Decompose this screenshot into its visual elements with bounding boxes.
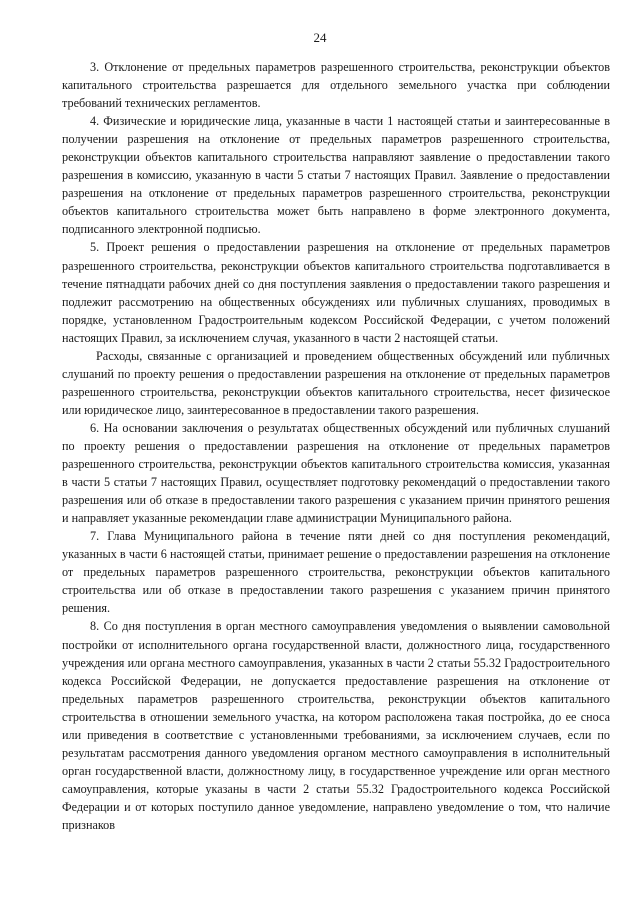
paragraph-item-7: 7. Глава Муниципального района в течение пяти дней со дня поступления рекомендаций, указанных в части 6 настоящей статьи, принимает решение о предоставлении разрешения на отклонение от предельных параметров разрешенного строительства, реконструкции объектов капитального строительства или об отказе в предоставлении такого разрешения с указанием причин принятого решения. — [62, 529, 610, 616]
page-number: 24 — [313, 30, 327, 45]
paragraph-item-4: 4. Физические и юридические лица, указанные в части 1 настоящей статьи и заинтересованные в получении разрешения на отклонение от предельных параметров разрешенного строительства, реконструкции объектов капитального строительства направляют заявление о предоставлении такого разрешения в комиссию, указанную в части 5 статьи 7 настоящих Правил. Заявление о предоставлении разрешения на отклонение от предельных параметров разрешенного строительства, реконструкции объектов капитального строительства может быть направлено в форме электронного документа, подписанного электронной подписью. — [62, 114, 610, 237]
paragraph-item-6: 6. На основании заключения о результатах общественных обсуждений или публичных слушаний по проекту решения о предоставлении разрешения на отклонение от предельных параметров разрешенного строительства, реконструкции объектов капитального строительства комиссия, указанная в части 5 статьи 7 настоящих Правил, осуществляет подготовку рекомендаций о предоставлении такого разрешения или об отказе в предоставлении такого разрешения с указанием причин принятого решения и направляет указанные рекомендации главе администрации Муниципального района. — [62, 420, 610, 526]
paragraph-item-3: 3. Отклонение от предельных параметров разрешенного строительства, реконструкции объектов капитального строительства разрешается для отдельного земельного участка при соблюдении требований технических регламентов. — [62, 60, 610, 111]
paragraph-item-5: 5. Проект решения о предоставлении разрешения на отклонение от предельных параметров разрешенного строительства, реконструкции объектов капитального строительства подготавливается в течение пятнадцати рабочих дней со дня поступления заявления о предоставлении такого разрешения и подлежит рассмотрению на общественных обсуждениях или публичных слушаниях, проводимых в порядке, установленном Градостроительным кодексом Российской Федерации, с учетом положений настоящих Правил, за исключением случая, указанного в части 2 настоящей статьи. — [62, 240, 610, 345]
document-body — [62, 58, 610, 834]
paragraph-item-8: 8. Со дня поступления в орган местного самоуправления уведомления о выявлении самовольной постройки от исполнительного органа государственной власти, должностного лица, государственного учреждения или органа местного самоуправления, указанных в части 2 статьи 55.32 Градостроительного кодекса Российской Федерации, не допускается предоставление разрешения на отклонение от предельных параметров разрешенного строительства, реконструкции объектов капитального строительства в отношении земельного участка, на котором расположена такая постройка, до ее сноса или приведения в соответствие с установленными требованиями, за исключением случаев, если по результатам рассмотрения данного уведомления органом местного самоуправления в исполнительный орган государственной власти, должностному лицу, в государственное учреждение или орган местного самоуправления, которые указаны в части 2 статьи 55.32 Градостроительного кодекса Российской Федерации и от которых поступило данное уведомление, направлено уведомление о том, что наличие признаков — [62, 619, 610, 832]
paragraph-expenses: Расходы, связанные с организацией и проведением общественных обсуждений или публичных слушаний по проекту решения о предоставлении разрешения на отклонение от предельных параметров разрешенного строительства, реконструкции объектов капитального строительства, несет физическое или юридическое лицо, заинтересованное в предоставлении такого разрешения. — [62, 348, 610, 417]
